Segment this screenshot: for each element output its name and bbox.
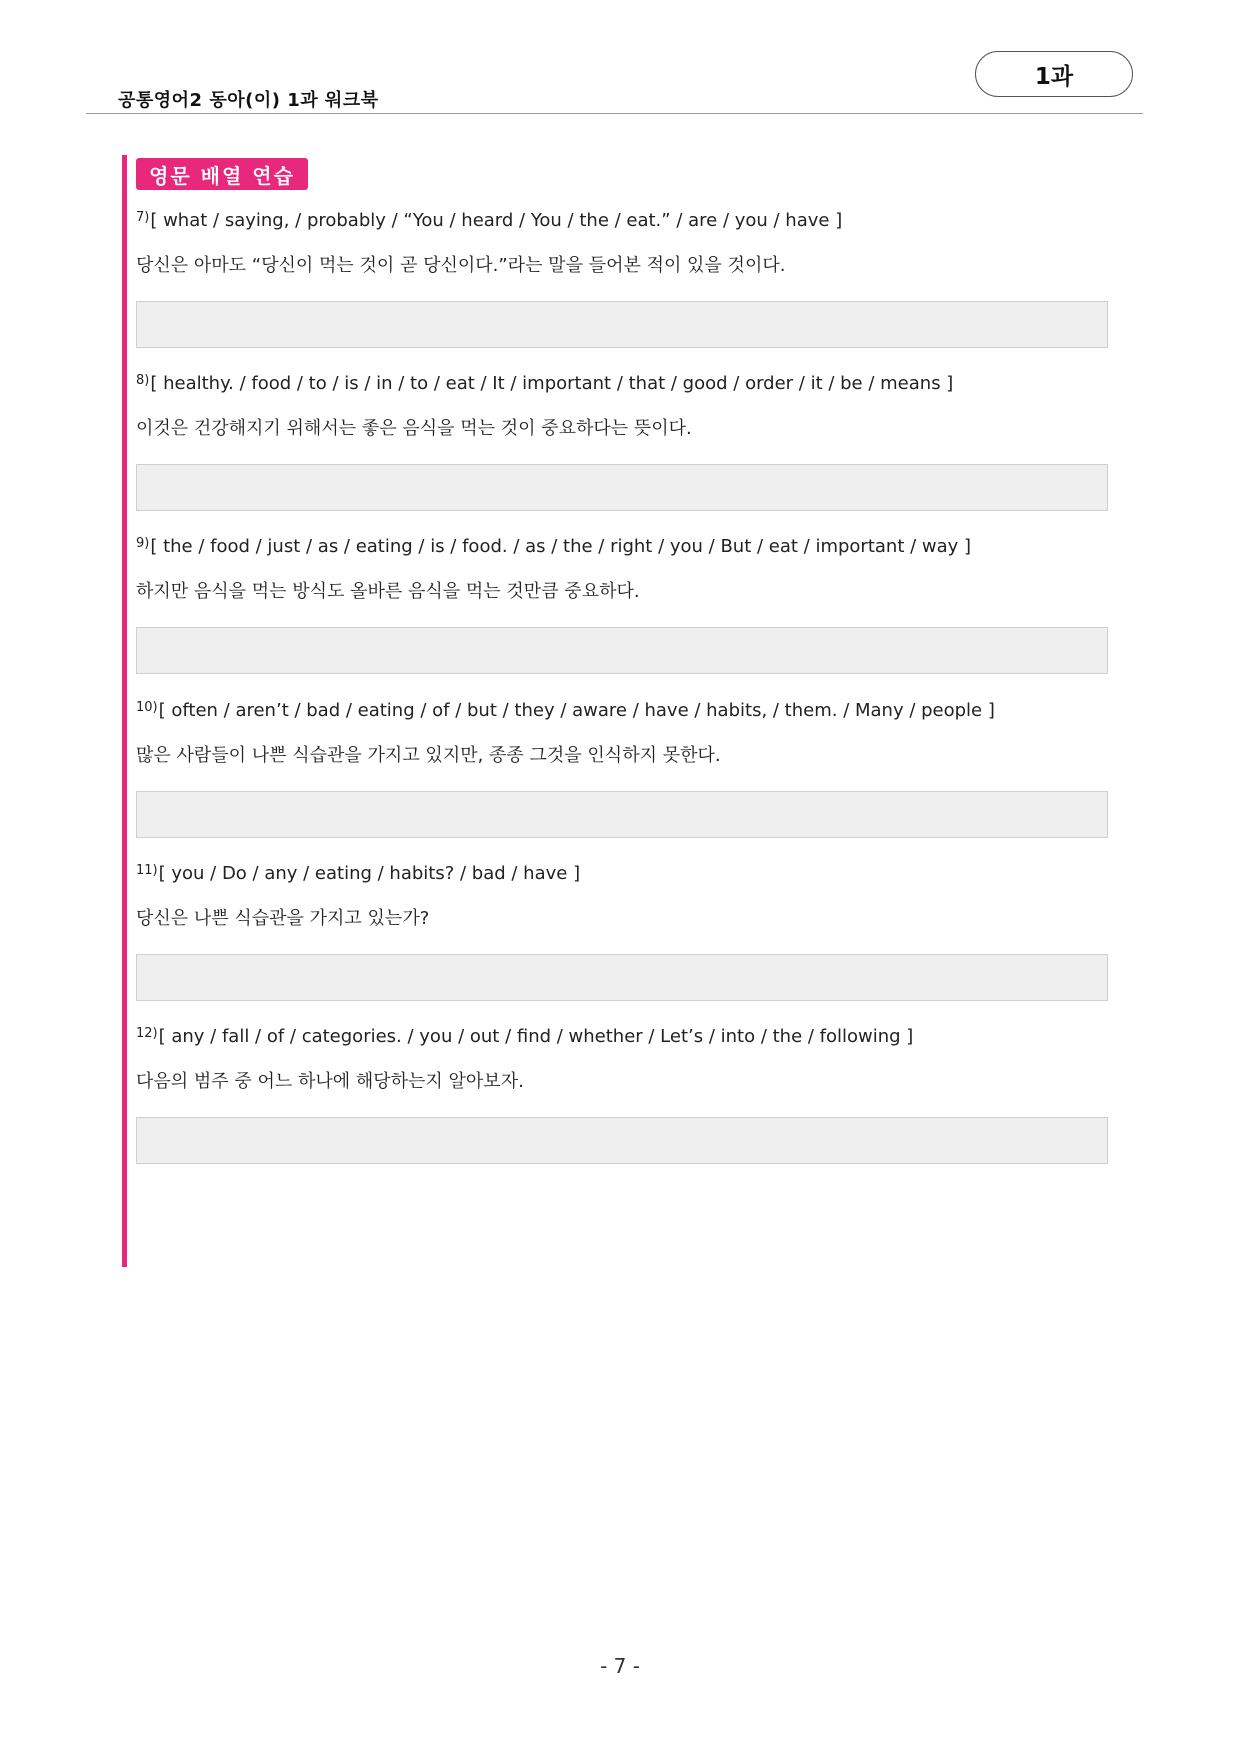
word-list: [ you / Do / any / eating / habits? / bad / have ] xyxy=(158,863,581,884)
page-number: - 7 - xyxy=(600,1654,640,1678)
word-list: [ healthy. / food / to / is / in / to / eat / It / important / that / good / order / it / be / means ] xyxy=(150,373,954,394)
question-number: 7) xyxy=(136,210,150,225)
answer-field[interactable] xyxy=(136,627,1108,674)
question-number: 9) xyxy=(136,536,150,551)
workbook-title: 공통영어2 동아(이) 1과 워크북 xyxy=(118,90,379,111)
exercise-item-12 xyxy=(136,1022,1108,1164)
section-accent-bar xyxy=(122,155,127,1267)
scrambled-prompt xyxy=(136,369,1108,396)
answer-field[interactable] xyxy=(136,791,1108,838)
scrambled-prompt xyxy=(136,532,1108,559)
answer-field[interactable] xyxy=(136,1117,1108,1164)
korean-translation: 하지만 음식을 먹는 방식도 올바른 음식을 먹는 것만큼 중요하다. xyxy=(136,581,640,602)
answer-field[interactable] xyxy=(136,954,1108,1001)
question-number: 10) xyxy=(136,700,158,715)
answer-field[interactable] xyxy=(136,464,1108,511)
korean-translation: 다음의 범주 중 어느 하나에 해당하는지 알아보자. xyxy=(136,1071,524,1092)
scrambled-prompt xyxy=(136,1022,1108,1049)
korean-translation: 이것은 건강해지기 위해서는 좋은 음식을 먹는 것이 중요하다는 뜻이다. xyxy=(136,418,692,439)
header-divider xyxy=(86,113,1143,114)
scrambled-prompt xyxy=(136,206,1108,233)
scrambled-prompt xyxy=(136,859,1108,886)
exercise-item-8 xyxy=(136,369,1108,511)
scrambled-prompt xyxy=(136,696,1108,723)
question-number: 11) xyxy=(136,863,158,878)
word-list: [ often / aren’t / bad / eating / of / but / they / aware / have / habits, / them. / Many / people ] xyxy=(158,700,995,721)
exercise-item-10 xyxy=(136,696,1108,838)
word-list: [ what / saying, / probably / “You / heard / You / the / eat.” / are / you / have ] xyxy=(150,210,843,231)
exercise-item-7 xyxy=(136,206,1108,348)
lesson-badge: 1과 xyxy=(975,51,1133,97)
korean-translation: 당신은 나쁜 식습관을 가지고 있는가? xyxy=(136,908,430,929)
section-label: 영문 배열 연습 xyxy=(136,158,308,190)
question-number: 12) xyxy=(136,1026,158,1041)
exercise-item-11 xyxy=(136,859,1108,1001)
word-list: [ any / fall / of / categories. / you / out / find / whether / Let’s / into / the / following ] xyxy=(158,1026,914,1047)
korean-translation: 많은 사람들이 나쁜 식습관을 가지고 있지만, 종종 그것을 인식하지 못한다. xyxy=(136,745,721,766)
korean-translation: 당신은 아마도 “당신이 먹는 것이 곧 당신이다.”라는 말을 들어본 적이 있을 것이다. xyxy=(136,255,786,276)
question-number: 8) xyxy=(136,373,150,388)
answer-field[interactable] xyxy=(136,301,1108,348)
exercise-item-9 xyxy=(136,532,1108,674)
word-list: [ the / food / just / as / eating / is / food. / as / the / right / you / But / eat / important / way ] xyxy=(150,536,972,557)
